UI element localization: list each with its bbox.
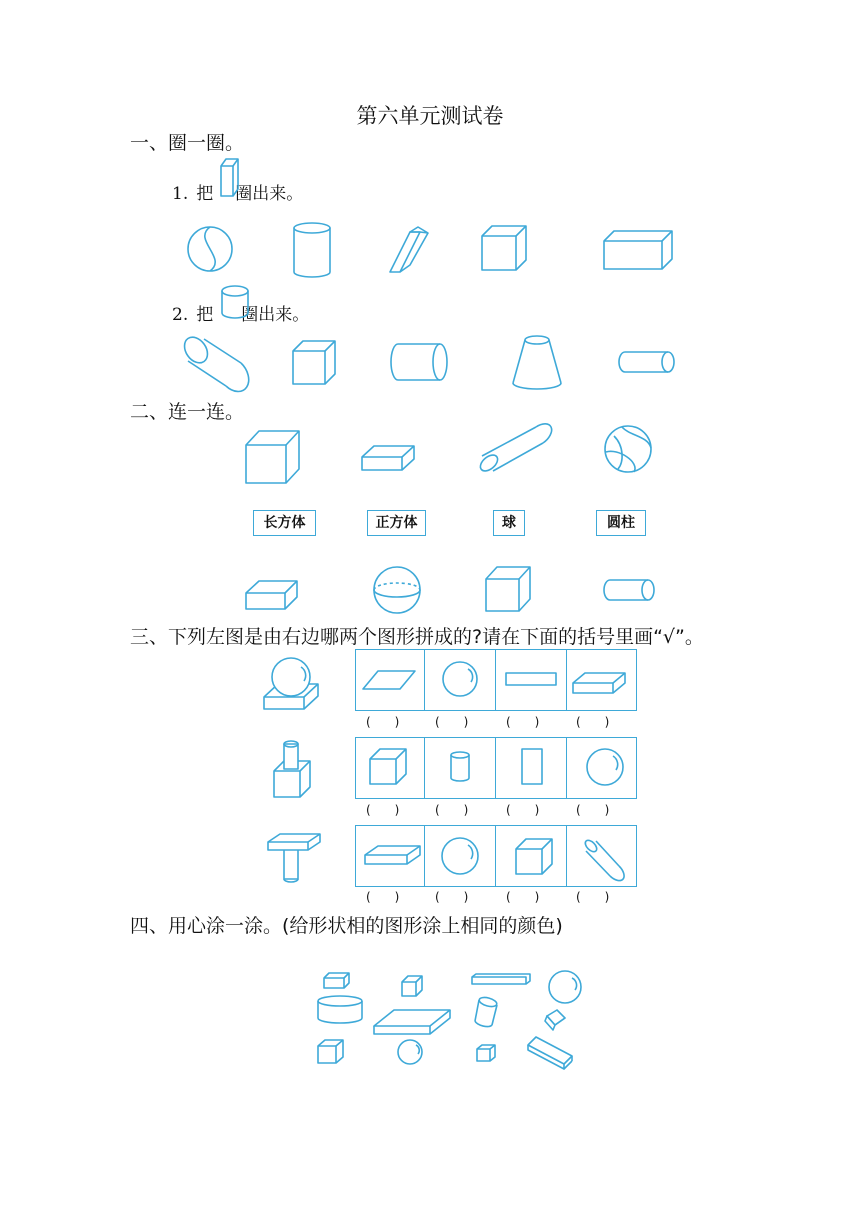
slanted-cuboid-icon xyxy=(390,227,428,272)
answer-blank[interactable]: ( ) xyxy=(576,715,610,729)
cylinder-on-cube-icon xyxy=(274,741,310,797)
question-2-suffix: 圈出来。 xyxy=(241,305,310,325)
tilted-cube-icon xyxy=(545,1010,565,1030)
question-1-suffix: 圈出来。 xyxy=(235,184,304,204)
tilted-cuboid-icon xyxy=(528,1037,572,1069)
t-shape-icon xyxy=(268,834,320,882)
label-cuboid: 长方体 xyxy=(253,510,316,536)
parallelogram-icon xyxy=(363,671,415,689)
rectangle-icon xyxy=(506,673,556,685)
answer-blank[interactable]: ( ) xyxy=(576,890,610,904)
tilted-cylinder-icon xyxy=(583,838,624,880)
question-2-prefix: 把 xyxy=(196,305,214,325)
cube-icon xyxy=(370,749,406,784)
answer-blank[interactable]: ( ) xyxy=(435,803,469,817)
slab-icon xyxy=(374,1010,450,1034)
question-2-number: 2. xyxy=(172,305,189,325)
tiny-cube-icon xyxy=(477,1045,495,1061)
answer-blank[interactable]: ( ) xyxy=(366,803,400,817)
horizontal-cylinder-icon xyxy=(604,580,654,600)
flat-cuboid-icon xyxy=(246,581,297,609)
cube-icon xyxy=(516,839,552,874)
cube-icon xyxy=(486,567,530,611)
question-1-number: 1. xyxy=(172,184,189,204)
small-cube-icon xyxy=(402,976,422,996)
horizontal-cylinder-icon xyxy=(391,344,447,380)
answer-blank[interactable]: ( ) xyxy=(506,803,540,817)
answer-blank[interactable]: ( ) xyxy=(435,715,469,729)
sphere-icon xyxy=(587,749,623,785)
tall-cuboid-icon xyxy=(221,159,238,196)
label-cylinder: 圆柱 xyxy=(596,510,646,536)
answer-blank[interactable]: ( ) xyxy=(576,803,610,817)
sphere-icon xyxy=(398,1040,422,1064)
sphere-icon xyxy=(374,567,420,613)
answer-blank[interactable]: ( ) xyxy=(435,890,469,904)
answer-blank[interactable]: ( ) xyxy=(506,890,540,904)
sphere-icon xyxy=(443,662,477,696)
frustum-icon xyxy=(513,336,561,389)
flat-cuboid-icon xyxy=(573,673,625,693)
cube-icon xyxy=(246,431,299,483)
label-cube: 正方体 xyxy=(367,510,426,536)
wide-cylinder-icon xyxy=(318,996,362,1023)
section-4-heading: 四、用心涂一涂。(给形状相的图形涂上相同的颜色) xyxy=(130,915,563,937)
sphere-icon xyxy=(442,838,478,874)
section-2-heading: 二、连一连。 xyxy=(130,401,245,423)
section-3-heading: 三、下列左图是由右边哪两个图形拼成的?请在下面的括号里画“√”。 xyxy=(130,626,704,648)
tilted-cylinder-icon xyxy=(477,424,551,474)
question-1-prefix: 把 xyxy=(196,184,214,204)
section-1-heading: 一、圈一圈。 xyxy=(130,132,245,154)
sphere-on-slab-icon xyxy=(264,658,318,709)
long-cuboid-icon xyxy=(472,974,530,984)
sphere-icon xyxy=(549,971,581,1003)
page-title: 第六单元测试卷 xyxy=(356,104,504,128)
cylinder-icon xyxy=(451,752,469,781)
answer-blank[interactable]: ( ) xyxy=(506,715,540,729)
thin-cylinder-icon xyxy=(619,352,674,372)
small-cuboid-icon xyxy=(324,973,349,988)
rectangle-icon xyxy=(522,749,542,784)
tilted-cylinder-icon xyxy=(475,996,498,1027)
tilted-cylinder-icon xyxy=(180,333,249,392)
cube-icon xyxy=(482,226,526,270)
answer-blank[interactable]: ( ) xyxy=(366,715,400,729)
label-sphere: 球 xyxy=(493,510,525,536)
cuboid-icon xyxy=(604,231,672,269)
small-cube-icon xyxy=(318,1040,343,1063)
flat-cuboid-icon xyxy=(365,846,420,864)
ball-icon xyxy=(605,426,651,472)
sphere-icon xyxy=(188,227,232,271)
answer-blank[interactable]: ( ) xyxy=(366,890,400,904)
cylinder-icon xyxy=(294,223,330,277)
flat-cuboid-icon xyxy=(362,446,414,470)
cube-icon xyxy=(293,341,335,384)
short-cylinder-icon xyxy=(222,286,248,318)
